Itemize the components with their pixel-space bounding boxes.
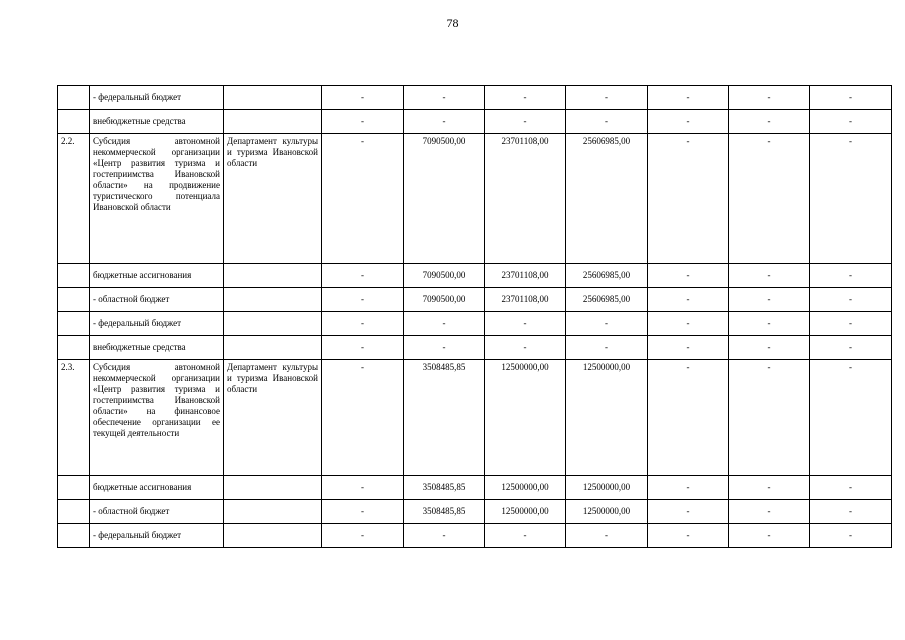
row-number-cell [58, 110, 90, 134]
value-cell: - [648, 264, 729, 288]
value-cell: - [648, 312, 729, 336]
value-cell: - [810, 264, 892, 288]
value-cell: 23701108,00 [485, 288, 566, 312]
value-cell: - [729, 312, 810, 336]
value-cell: 25606985,00 [566, 288, 648, 312]
value-cell: - [810, 500, 892, 524]
budget-table [57, 85, 892, 548]
executor-cell [224, 476, 322, 500]
value-cell: - [729, 86, 810, 110]
value-cell: - [729, 110, 810, 134]
value-cell: - [729, 134, 810, 264]
table-row [58, 134, 892, 264]
executor-cell [224, 86, 322, 110]
value-cell: - [322, 312, 404, 336]
value-cell: - [322, 110, 404, 134]
executor-cell [224, 500, 322, 524]
value-cell: 23701108,00 [485, 134, 566, 264]
value-cell: - [810, 312, 892, 336]
value-cell: - [566, 524, 648, 548]
row-number-cell: 2.3. [58, 360, 90, 476]
value-cell: - [322, 476, 404, 500]
value-cell: 12500000,00 [485, 360, 566, 476]
value-cell: - [729, 264, 810, 288]
value-cell: - [322, 336, 404, 360]
row-number-cell [58, 264, 90, 288]
value-cell: - [404, 312, 485, 336]
row-number-cell [58, 312, 90, 336]
value-cell: 3508485,85 [404, 476, 485, 500]
value-cell: - [648, 134, 729, 264]
description-cell: внебюджетные средства [90, 336, 224, 360]
value-cell: - [322, 524, 404, 548]
executor-cell [224, 524, 322, 548]
description-cell: - областной бюджет [90, 500, 224, 524]
table-row [58, 336, 892, 360]
table-body [58, 86, 892, 548]
value-cell: - [485, 336, 566, 360]
value-cell: - [485, 86, 566, 110]
value-cell: - [810, 134, 892, 264]
value-cell: - [322, 360, 404, 476]
value-cell: - [810, 110, 892, 134]
value-cell: - [648, 476, 729, 500]
value-cell: - [322, 134, 404, 264]
value-cell: - [648, 288, 729, 312]
table-row [58, 288, 892, 312]
value-cell: - [566, 110, 648, 134]
value-cell: - [648, 360, 729, 476]
value-cell: - [729, 288, 810, 312]
description-cell: - федеральный бюджет [90, 524, 224, 548]
value-cell: 12500000,00 [485, 500, 566, 524]
value-cell: - [810, 524, 892, 548]
description-cell: - федеральный бюджет [90, 312, 224, 336]
value-cell: - [566, 312, 648, 336]
table-row [58, 264, 892, 288]
value-cell: - [810, 360, 892, 476]
description-cell: бюджетные ассигнования [90, 476, 224, 500]
executor-cell [224, 336, 322, 360]
value-cell: - [810, 336, 892, 360]
executor-cell [224, 312, 322, 336]
description-cell: - федеральный бюджет [90, 86, 224, 110]
row-number-cell [58, 500, 90, 524]
executor-cell: Департамент культуры и туризма Ивановской области [224, 360, 322, 476]
table-row [58, 312, 892, 336]
value-cell: - [485, 524, 566, 548]
value-cell: 12500000,00 [485, 476, 566, 500]
value-cell: - [566, 336, 648, 360]
value-cell: 25606985,00 [566, 134, 648, 264]
table-row [58, 360, 892, 476]
value-cell: - [566, 86, 648, 110]
description-cell: Субсидия автономной некоммерческой организации «Центр развития туризма и гостеприимства Ивановской области» на продвижение туристического потенциала Ивановской области [90, 134, 224, 264]
row-number-cell [58, 336, 90, 360]
description-cell: - областной бюджет [90, 288, 224, 312]
table-row [58, 86, 892, 110]
value-cell: 7090500,00 [404, 134, 485, 264]
value-cell: - [322, 288, 404, 312]
value-cell: - [648, 500, 729, 524]
value-cell: - [729, 500, 810, 524]
value-cell: - [648, 110, 729, 134]
row-number-cell [58, 86, 90, 110]
value-cell: - [648, 336, 729, 360]
table-row [58, 500, 892, 524]
value-cell: - [729, 360, 810, 476]
value-cell: - [729, 524, 810, 548]
value-cell: - [485, 312, 566, 336]
value-cell: - [810, 476, 892, 500]
executor-cell: Департамент культуры и туризма Ивановской области [224, 134, 322, 264]
table-row [58, 476, 892, 500]
executor-cell [224, 264, 322, 288]
value-cell: - [810, 86, 892, 110]
value-cell: 12500000,00 [566, 500, 648, 524]
description-cell: внебюджетные средства [90, 110, 224, 134]
row-number-cell [58, 476, 90, 500]
description-cell: бюджетные ассигнования [90, 264, 224, 288]
value-cell: - [729, 336, 810, 360]
value-cell: - [729, 476, 810, 500]
executor-cell [224, 110, 322, 134]
value-cell: - [404, 110, 485, 134]
value-cell: - [322, 86, 404, 110]
value-cell: - [404, 86, 485, 110]
value-cell: 3508485,85 [404, 500, 485, 524]
value-cell: - [322, 500, 404, 524]
page-number: 78 [446, 16, 459, 30]
row-number-cell [58, 524, 90, 548]
value-cell: 7090500,00 [404, 288, 485, 312]
table-row [58, 524, 892, 548]
value-cell: - [648, 524, 729, 548]
value-cell: 12500000,00 [566, 476, 648, 500]
value-cell: - [404, 524, 485, 548]
row-number-cell [58, 288, 90, 312]
value-cell: 12500000,00 [566, 360, 648, 476]
description-cell: Субсидия автономной некоммерческой организации «Центр развития туризма и гостеприимства Ивановской области» на финансовое обеспечение организации ее текущей деятельности [90, 360, 224, 476]
table-row [58, 110, 892, 134]
value-cell: - [404, 336, 485, 360]
value-cell: 23701108,00 [485, 264, 566, 288]
executor-cell [224, 288, 322, 312]
value-cell: 3508485,85 [404, 360, 485, 476]
row-number-cell: 2.2. [58, 134, 90, 264]
value-cell: - [485, 110, 566, 134]
value-cell: - [322, 264, 404, 288]
value-cell: - [810, 288, 892, 312]
value-cell: 7090500,00 [404, 264, 485, 288]
value-cell: - [648, 86, 729, 110]
value-cell: 25606985,00 [566, 264, 648, 288]
